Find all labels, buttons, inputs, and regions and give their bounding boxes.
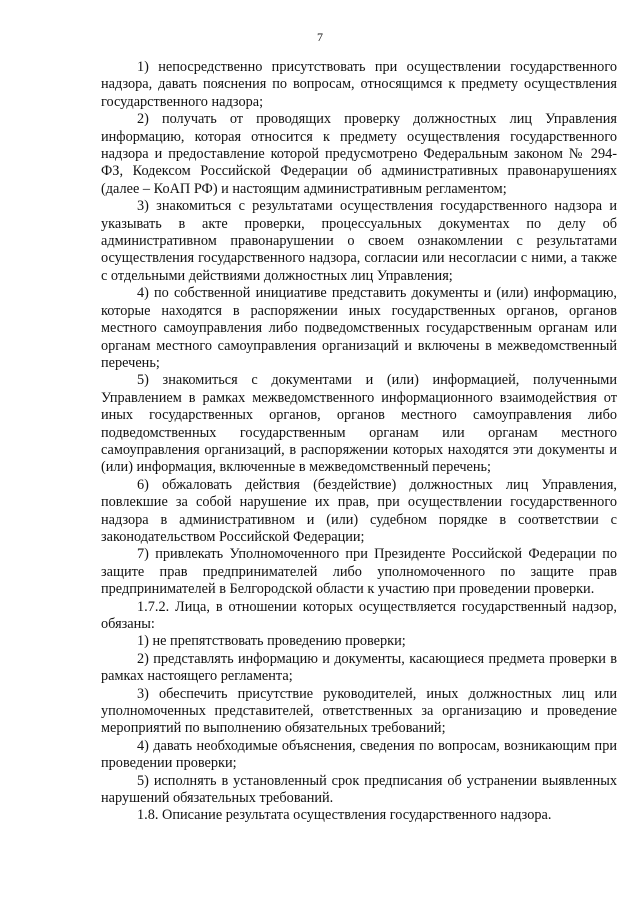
paragraph-right-4: 4) по собственной инициативе представить документы и (или) информацию, которые находятся в распоряжении иных государственных органов, органов местного самоуправления либо подведомственных государственным органам или органам местного самоуправления организаций и включены в межведомственный перечень;	[101, 285, 617, 371]
paragraph-right-1: 1) непосредственно присутствовать при осуществлении государственного надзора, давать пояснения по вопросам, относящимся к предмету осуществления государственного надзора;	[101, 59, 617, 110]
page-number: 7	[317, 30, 323, 44]
paragraph-obligation-4: 4) давать необходимые объяснения, сведения по вопросам, возникающим при проведении проверки;	[101, 737, 617, 772]
section-heading-1-8: 1.8. Описание результата осуществления государственного надзора.	[137, 807, 552, 824]
paragraph-right-6: 6) обжаловать действия (бездействие) должностных лиц Управления, повлекшие за собой нарушение их прав, при осуществлении государственного надзора в административном и (или) судебном порядке в соответствии с законодательством Российской Федерации;	[101, 476, 617, 545]
paragraph-right-7: 7) привлекать Уполномоченного при Президенте Российской Федерации по защите прав предпринимателей либо уполномоченного по защите прав предпринимателей в Белгородской области к участию при проведении проверки.	[101, 546, 617, 598]
paragraph-obligation-3: 3) обеспечить присутствие руководителей, иных должностных лиц или уполномоченных представителей, ответственных за организацию и проведение мероприятий по выполнению обязательных требований;	[101, 685, 617, 737]
paragraph-obligation-1: 1) не препятствовать проведению проверки;	[137, 633, 406, 650]
document-body	[101, 59, 617, 825]
paragraph-right-2: 2) получать от проводящих проверку должностных лиц Управления информацию, которая относится к предмету осуществления государственного надзора и предоставление которой предусмотрено Федеральным законом № 294-ФЗ, Кодексом Российской Федерации об административных правонарушениях (далее – КоАП РФ) и настоящим административным регламентом;	[101, 111, 617, 197]
paragraph-right-5: 5) знакомиться с документами и (или) информацией, полученными Управлением в рамках межведомственного информационного взаимодействия от иных государственных органов, органов местного самоуправления либо подведомственных государственным органам или органам местного самоуправления организаций, в распоряжении которых находятся эти документы и (или) информация, включенные в межведомственный перечень;	[101, 372, 617, 476]
section-heading-1-7-2: 1.7.2. Лица, в отношении которых осуществляется государственный надзор, обязаны:	[101, 598, 617, 632]
paragraph-obligation-2: 2) представлять информацию и документы, касающиеся предмета проверки в рамках настоящего регламента;	[101, 650, 617, 685]
paragraph-obligation-5: 5) исполнять в установленный срок предписания об устранении выявленных нарушений обязательных требований.	[101, 772, 617, 807]
paragraph-right-3: 3) знакомиться с результатами осуществления государственного надзора и указывать в акте проверки, процессуальных документах по делу об административном правонарушении о своем ознакомлении с результатами осуществления государственного надзора, согласии или несогласии с ними, а также с отдельными действиями должностных лиц Управления;	[101, 198, 617, 284]
